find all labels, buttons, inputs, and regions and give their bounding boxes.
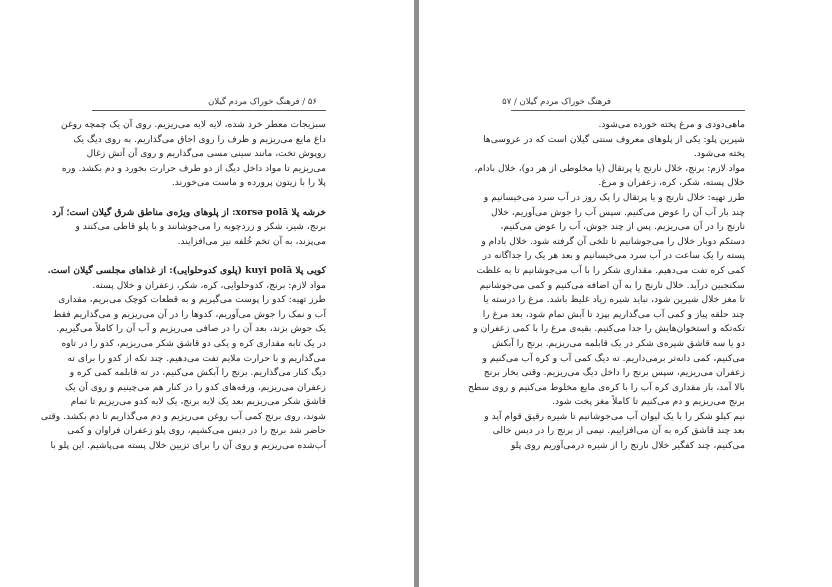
text-line: می‌پزند، به آن تخم خُلفه نیز می‌افزایند. [177, 235, 326, 247]
text-line: داغ مایع می‌ریزیم و ظرف را روی اجاق می‌گذاریم. به روی دیگ یک [73, 133, 326, 145]
text-line: آب‌شده می‌ریزیم و روی آن را برای تزیین خلال پسته می‌پاشیم. این پلو با [50, 440, 326, 452]
text-line: برنج می‌ریزیم و دم می‌کنیم تا کاملاً مغز پخت شود. [552, 396, 745, 408]
page-body [468, 118, 745, 454]
text-line: سبزیجات معطر خرد شده، لایه لایه می‌ریزیم. روی آن یک چمچه روغن [60, 119, 326, 130]
right-page [419, 0, 832, 587]
header-rule [511, 110, 745, 111]
text-line: حاضر شد برنج را در دیس می‌کشیم، روی پلو زعفران فراوان و کمی [67, 425, 326, 437]
text-line: ماهی‌دودی و مرغ پخته خورده می‌شود. [598, 119, 745, 130]
text-line: مواد لازم: برنج، کدوحلوایی، کره، شکر، زعفران و خلال پسته. [92, 279, 326, 291]
text-line: شیرین پلو: یکی از پلوهای معروف سنتی گیلان است که در عروسی‌ها [483, 133, 745, 145]
text-line: بالا آمد، باز مقداری کره آب را با کره‌ی مایع مخلوط می‌کنیم و روی سطح [468, 381, 745, 393]
text-line: مواد لازم: برنج، خلال نارنج یا پرتقال (یا مخلوطی از هر دو)، خلال بادام، [474, 162, 745, 174]
text-line: تا مغز خلال شیرین شود، نباید شیره زیاد غلیظ باشد. مرغ را درسته یا [483, 294, 745, 306]
text-line: زعفران می‌ریزیم، سپس برنج را داخل دیگ می‌ریزیم. وقتی بخار برنج [483, 367, 745, 379]
text-line: می‌کنیم، چند کفگیر خلال نارنج را از شیره درمی‌آوریم روی پلو [510, 440, 745, 452]
text-line: طرز تهیه: کدو را پوست می‌گیریم و به قطعات کوچک می‌بریم، مقداری [58, 294, 326, 306]
text-line: می‌گذاریم و با حرارت ملایم تفت می‌دهیم. چند تکه از کدو را برای ته [67, 352, 326, 364]
page-header: فرهنگ خوراک مردم گیلان / ۵۷ [502, 97, 611, 107]
text-line: شوند، روی برنج کمی آب روغن می‌ریزیم و دم می‌گذاریم تا دم بکشد. وقتی [40, 410, 326, 422]
text-line: طرز تهیه: خلال نارنج و یا پرتقال را یک روز در آب سرد می‌خیسانیم و [483, 191, 745, 203]
text-line: پلا را با زیتون پرورده و ماست می‌خورند. [171, 177, 326, 189]
text-line: چند بار آب آن را عوض می‌کنیم. سپس آب را جوش می‌آوریم، خلال [491, 206, 745, 218]
text-line: می‌کنیم، کمی دانه‌تر برمی‌داریم. ته دیگ کمی آب و کره آب می‌کنیم و [482, 352, 745, 364]
text-line: کمی کره تفت می‌دهیم. مقداری شکر را با آب می‌جوشانیم تا به غلظت [476, 264, 745, 276]
text-line: خلال پسته، شکر، کره، زعفران و مرغ. [598, 177, 745, 189]
text-line: قاشق شکر می‌ریزیم بعد یک لایه برنج، یک لایه کدو می‌ریزیم تا تمام [70, 396, 326, 408]
text-line: دستکم دوبار خلال را می‌جوشانیم تا تلخی آن گرفته شود. خلال بادام و [481, 235, 745, 247]
text-line: در یک تابه مقداری کره و یکی دو قاشق شکر می‌ریزیم، کدو را در تاوه [61, 337, 326, 349]
text-line: چند حلقه پیاز و کمی آب می‌گذاریم بپزد تا آبش تمام شود، بعد مرغ را [482, 308, 745, 320]
text-line: دو یا سه قاشق شیره‌ی شکر در یک قابلمه می‌ریزیم. برنج را آبکش [491, 337, 745, 349]
header-rule [92, 110, 326, 111]
text-line: نارنج را در آن می‌ریزیم. پس از چند جوش، آب را عوض می‌کنیم، [500, 221, 745, 233]
text-line: آب و نمک را جوش می‌آوریم، کدوها را در آن می‌ریزیم و می‌گذاریم فقط [52, 308, 326, 320]
text-line: برنج، شیر، شکر و زردچوبه را می‌جوشانند و با پلو قاطی می‌کنند و [75, 221, 326, 233]
text-line: سکنجبین درآید. خلال نارنج را به آن اضافه می‌کنیم و کمی می‌جوشانیم [479, 279, 745, 291]
text-line: خرشه پلا xorsə polā: از پلوهای ویژه‌ی مناطق شرق گیلان است؛ آرد [52, 206, 326, 218]
text-line: دیگ کنار می‌گذاریم. برنج را آبکش می‌کنیم، در ته قابلمه کمی کره و [69, 367, 326, 379]
text-line: یک جوش بزند، بعد آن را در صافی می‌ریزیم و آب آن را کاملاً می‌گیریم. [56, 323, 326, 335]
page-header: ۵۶ / فرهنگ خوراک مردم گیلان [208, 97, 317, 107]
text-line: زعفران می‌ریزیم، ورقه‌های کدو را در کنار هم می‌چینیم و روی آن یک [64, 381, 326, 393]
text-line: پخته می‌شود. [693, 148, 745, 160]
text-line: بعد چند قاشق کره به آن می‌افزاییم. نیمی از برنج را در دیس خالی [492, 425, 745, 437]
text-line: نیم کیلو شکر را با یک لیوان آب می‌جوشانیم تا شیره رقیق قوام آید و [484, 410, 745, 422]
text-line: روپوش تخت، مانند سینی مسی می‌گذاریم و روی آن آتش زغال [86, 148, 326, 160]
text-line: پسته را یک ساعت در آب سرد می‌خیسانیم و بعد هر یک را جداگانه در [482, 250, 745, 262]
text-line: می‌ریزیم تا مواد داخل دیگ از دو طرف حرارت بخورد و دم بکشد. وره [61, 162, 326, 174]
text-line: کویی پلا kuyi polā (پلوی کدوحلوایی): از غذاهای مجلسی گیلان است. [47, 264, 326, 276]
text-line: تکه‌تکه و استخوان‌هایش را جدا می‌کنیم. بقیه‌ی مرغ را با کمی زعفران و [473, 323, 745, 335]
page-body [40, 118, 326, 454]
left-page [0, 0, 414, 587]
